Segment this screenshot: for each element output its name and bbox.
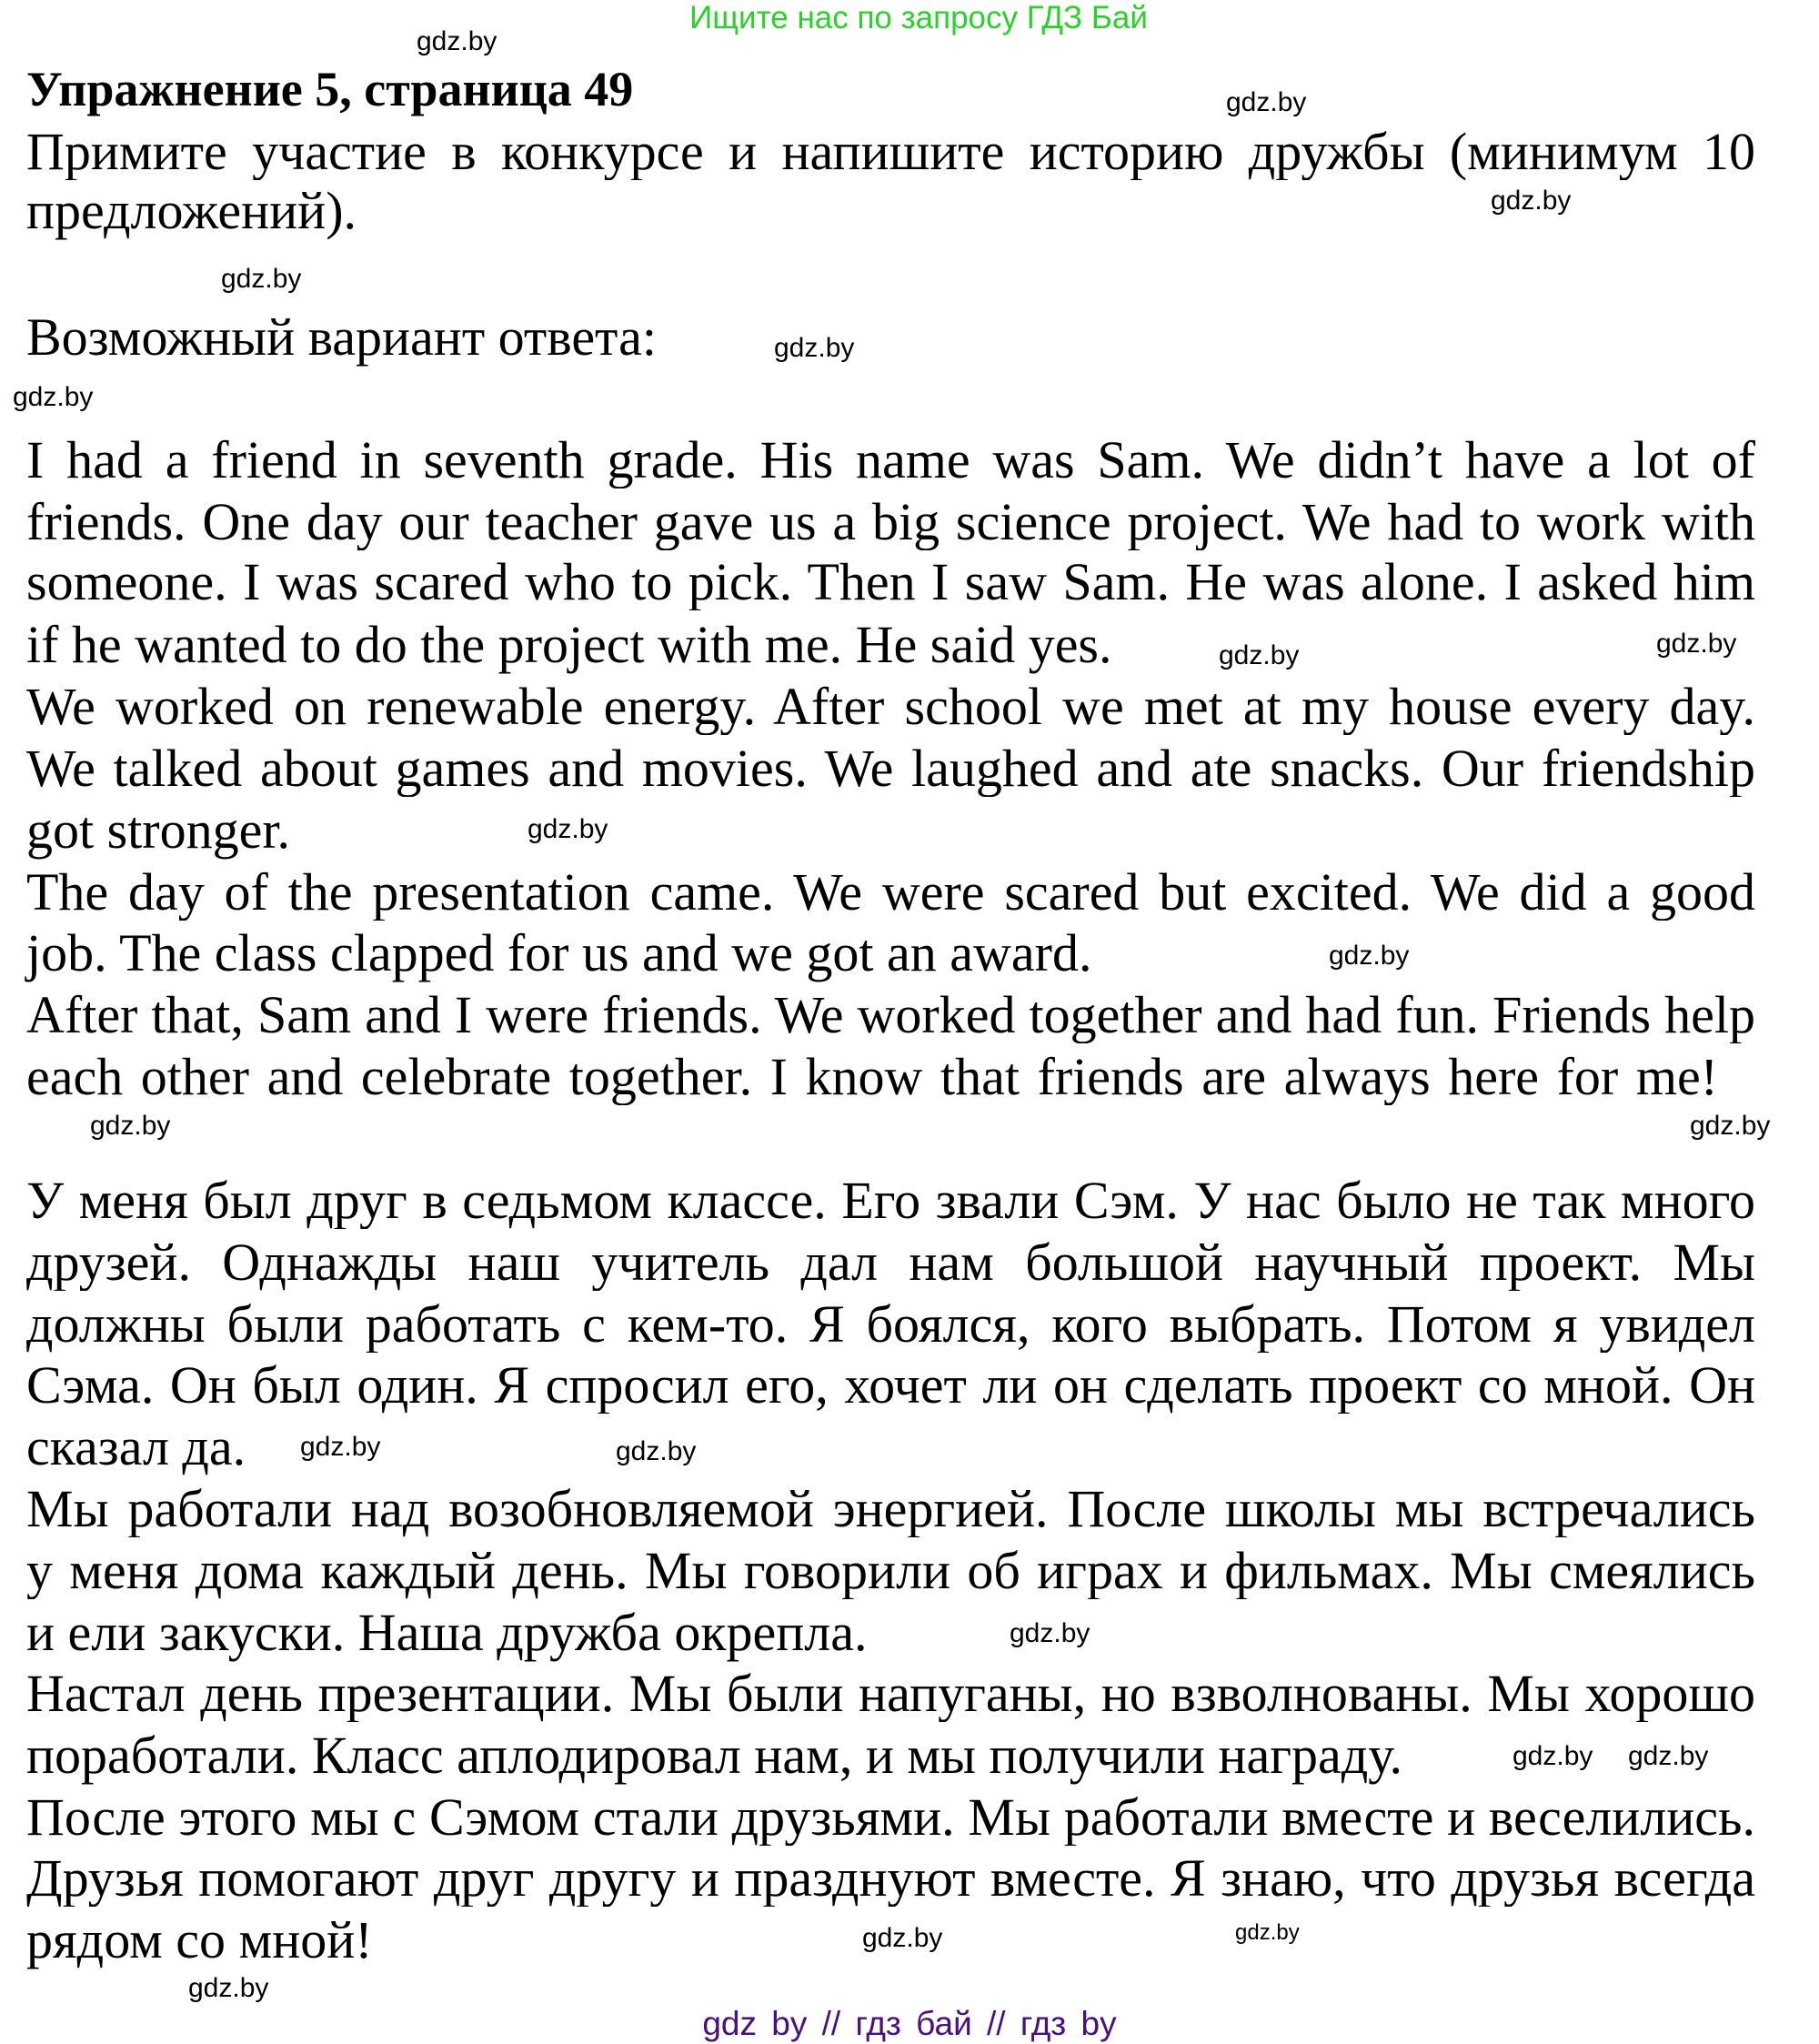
text-line: I had a friend in seventh grade. His name was Sam. We didn’t have a lot of [26, 432, 1755, 488]
watermark: gdz.by [528, 814, 608, 844]
text-line: each other and celebrate together. I know that friends are always here for me! [26, 1049, 1718, 1105]
text-line: someone. I was scared who to pick. Then I saw Sam. He was alone. I asked him [26, 554, 1755, 610]
watermark: gdz.by [1512, 1741, 1593, 1771]
text-line: Настал день презентации. Мы были напуганы, но взволнованы. Мы хорошо [26, 1666, 1755, 1722]
text-line: рядом со мной! [26, 1910, 373, 1969]
text-line: Мы работали над возобновляемой энергией. После школы мы встречались [26, 1481, 1755, 1537]
text-line: The day of the presentation came. We were scared but excited. We did a good [26, 864, 1755, 921]
text-line: у меня дома каждый день. Мы говорили об играх и фильмах. Мы смеялись [26, 1543, 1755, 1599]
watermark: gdz.by [1010, 1618, 1090, 1648]
watermark: gdz.by [774, 333, 855, 363]
watermark: gdz.by [90, 1111, 171, 1141]
footer-links: gdz by // гдз бай // гдз by [702, 2005, 1117, 2042]
watermark: gdz.by [616, 1436, 697, 1466]
watermark: gdz.by [1656, 629, 1737, 659]
search-hint-banner: Ищите нас по запросу ГДЗ Бай [689, 0, 1148, 35]
text-line: We talked about games and movies. We laughed and ate snacks. Our friendship [26, 740, 1755, 797]
page-title: Упражнение 5, страница 49 [26, 62, 634, 116]
watermark: gdz.by [417, 26, 497, 56]
watermark: gdz.by [221, 264, 302, 294]
watermark: gdz.by [13, 382, 94, 412]
watermark: gdz.by [1219, 640, 1300, 670]
watermark: gdz.by [862, 1923, 943, 1953]
text-line: друзей. Однажды наш учитель дал нам большой научный проект. Мы [26, 1234, 1755, 1291]
watermark: gdz.by [1628, 1741, 1709, 1771]
text-line: У меня был друг в седьмом классе. Его звали Сэм. У нас было не так много [26, 1173, 1755, 1229]
watermark: gdz.by [1690, 1111, 1771, 1141]
watermark: gdz.by [1329, 941, 1410, 971]
text-line: job. The class clapped for us and we got an award. [26, 923, 1092, 982]
text-line: friends. One day our teacher gave us a big science project. We had to work with [26, 494, 1755, 550]
task-line: предложений). [26, 181, 357, 240]
text-line: После этого мы с Сэмом стали друзьями. Мы работали вместе и веселились. [26, 1789, 1755, 1846]
text-line: Друзья помогают друг другу и празднуют вместе. Я знаю, что друзья всегда [26, 1850, 1755, 1907]
text-line: Сэма. Он был один. Я спросил его, хочет ли он сделать проект со мной. Он [26, 1357, 1755, 1414]
text-line: и ели закуски. Наша дружба окрепла. [26, 1603, 868, 1662]
watermark: gdz.by [1226, 87, 1307, 117]
task-line: Примите участие в конкурсе и напишите историю дружбы (минимум 10 [26, 124, 1755, 180]
text-line: поработали. Класс аплодировал нам, и мы получили награду. [26, 1726, 1402, 1785]
watermark: gdz.by [1491, 186, 1572, 216]
answer-label: Возможный вариант ответа: [26, 307, 657, 367]
watermark: gdz.by [300, 1432, 381, 1462]
text-line: We worked on renewable energy. After school we met at my house every day. [26, 679, 1755, 735]
text-line: got stronger. [26, 800, 290, 860]
text-line: сказал да. [26, 1417, 246, 1476]
watermark: gdz.by [1235, 1920, 1300, 1945]
text-line: должны были работать с кем-то. Я боялся, кого выбрать. Потом я увидел [26, 1296, 1755, 1353]
watermark: gdz.by [188, 1973, 269, 2003]
text-line: if he wanted to do the project with me. He said yes. [26, 615, 1112, 674]
text-line: After that, Sam and I were friends. We worked together and had fun. Friends help [26, 987, 1755, 1043]
